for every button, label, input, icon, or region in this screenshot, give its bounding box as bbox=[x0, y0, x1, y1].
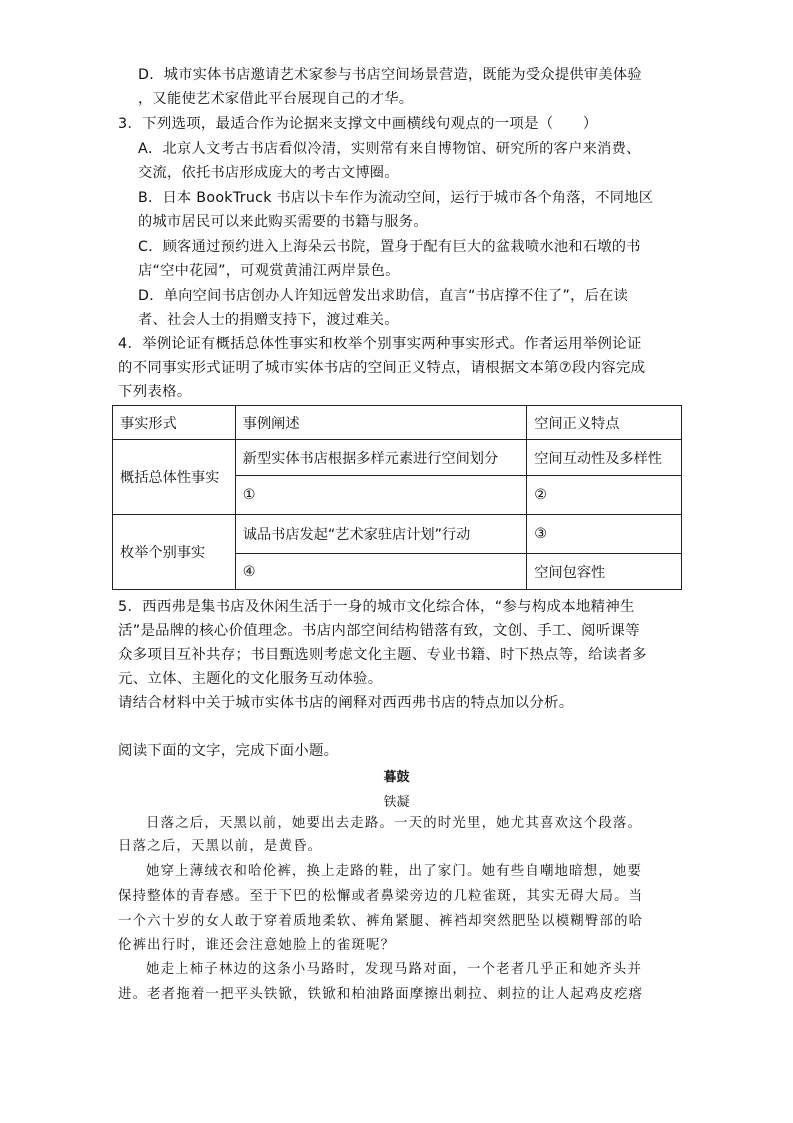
q5-line-5: 请结合材料中关于城市实体书店的阐释对西西弗书店的特点加以分析。 bbox=[118, 695, 574, 711]
table-cell-blank-4: ④ bbox=[235, 554, 526, 590]
table-cell-feature: 空间互动性及多样性 bbox=[527, 440, 682, 476]
table-header-row bbox=[113, 406, 682, 440]
q4-stem-line-1: 4．举例论证有概括总体性事实和枚举个别事实两种事实形式。作者运用举例论证 bbox=[118, 336, 642, 352]
q3-option-a-line-1: A．北京人文考古书店看似冷清，实则常有来自博物馆、研究所的客户来消费、 bbox=[138, 141, 641, 157]
table-header-fact-form: 事实形式 bbox=[113, 406, 236, 440]
q2-option-d-line-2: ，又能使艺术家借此平台展现自己的才华。 bbox=[138, 91, 414, 107]
table-header-feature: 空间正义特点 bbox=[527, 406, 682, 440]
table-cell-example: 新型实体书店根据多样元素进行空间划分 bbox=[235, 440, 526, 476]
q4-stem-line-3: 下列表格。 bbox=[118, 384, 192, 400]
q3-option-b-line-2: 的城市居民可以来此购买需要的书籍与服务。 bbox=[138, 214, 428, 230]
q3-option-d-line-1: D．单向空间书店创办人许知远曾发出求助信，直言“书店撑不住了”，后在读 bbox=[138, 288, 629, 304]
fact-form-table bbox=[112, 405, 682, 590]
story-author: 铁凝 bbox=[383, 795, 410, 810]
q3-option-c-line-2: 店“空中花园”，可观赏黄浦江两岸景色。 bbox=[138, 263, 400, 279]
story-title: 暮鼓 bbox=[383, 770, 410, 785]
q5-line-1: 5．西西弗是集书店及休闲生活于一身的城市文化综合体，“参与构成本地精神生 bbox=[118, 599, 635, 615]
story-line-5: 一个六十岁的女人敢于穿着质地柔软、裤角紧腿、裤裆却突然肥坠以模糊臀部的哈 bbox=[118, 914, 644, 929]
table-cell-blank-1: ① bbox=[235, 476, 526, 515]
q5-line-4: 元、立体、主题化的文化服务互动体验。 bbox=[118, 671, 383, 687]
q3-option-c-line-1: C．顾客通过预约进入上海朵云书院，置身于配有巨大的盆栽喷水池和石墩的书 bbox=[138, 239, 641, 255]
table-row bbox=[113, 440, 682, 476]
q5-line-2: 活”是品牌的核心价值理念。书店内部空间结构错落有致，文创、手工、阅听课等 bbox=[118, 623, 640, 639]
story-line-3: 她穿上薄绒衣和哈伦裤，换上走路的鞋，出了家门。她有些自嘲地暗想，她要 bbox=[146, 864, 643, 879]
group-label-general: 概括总体性事实 bbox=[113, 440, 236, 515]
table-cell-feature: 空间包容性 bbox=[527, 554, 682, 590]
story-line-6: 伦裤出行时，谁还会注意她脸上的雀斑呢？ bbox=[118, 938, 396, 953]
q5-line-3: 众多项目互补共存；书目甄选则考虑文化主题、专业书籍、时下热点等，给读者多 bbox=[118, 647, 647, 663]
story-line-4: 保持整体的青春感。至于下巴的松懈或者鼻梁旁边的几粒雀斑，其实无碍大局。当 bbox=[118, 889, 644, 904]
q3-option-a-line-2: 交流，依托书店形成庞大的考古文博圈。 bbox=[138, 165, 399, 181]
story-line-8: 进。老者拖着一把平头铁锨，铁锨和柏油路面摩擦出刺拉、刺拉的让人起鸡皮疙瘩 bbox=[118, 987, 644, 1002]
story-line-2: 日落之后，天黑以前，是黄昏。 bbox=[118, 839, 323, 854]
reading-instruction: 阅读下面的文字，完成下面小题。 bbox=[118, 743, 339, 759]
q4-stem-line-2: 的不同事实形式证明了城市实体书店的空间正义特点，请根据文本第⑦段内容完成 bbox=[118, 360, 646, 376]
q3-option-b-line-1: B．日本 BookTruck 书店以卡车作为流动空间，运行于城市各个角落，不同地区 bbox=[138, 190, 654, 206]
table-cell-example: 诚品书店发起“艺术家驻店计划”行动 bbox=[235, 515, 526, 554]
q3-stem: 3．下列选项，最适合作为论据来支撑文中画横线句观点的一项是（ ） bbox=[118, 116, 598, 132]
table-cell-blank-2: ② bbox=[527, 476, 682, 515]
story-line-7: 她走上柿子林边的这条小马路时，发现马路对面，一个老者几乎正和她齐头并 bbox=[146, 962, 643, 977]
table-cell-blank-3: ③ bbox=[527, 515, 682, 554]
table-row bbox=[113, 515, 682, 554]
q2-option-d-line-1: D．城市实体书店邀请艺术家参与书店空间场景营造，既能为受众提供审美体验 bbox=[138, 67, 642, 83]
table-header-example: 事例阐述 bbox=[235, 406, 526, 440]
group-label-individual: 枚举个别事实 bbox=[113, 515, 236, 590]
q3-option-d-line-2: 者、社会人士的捐赠支持下，渡过难关。 bbox=[138, 312, 399, 328]
story-line-1: 日落之后，天黑以前，她要出去走路。一天的时光里，她尤其喜欢这个段落。 bbox=[146, 816, 643, 831]
